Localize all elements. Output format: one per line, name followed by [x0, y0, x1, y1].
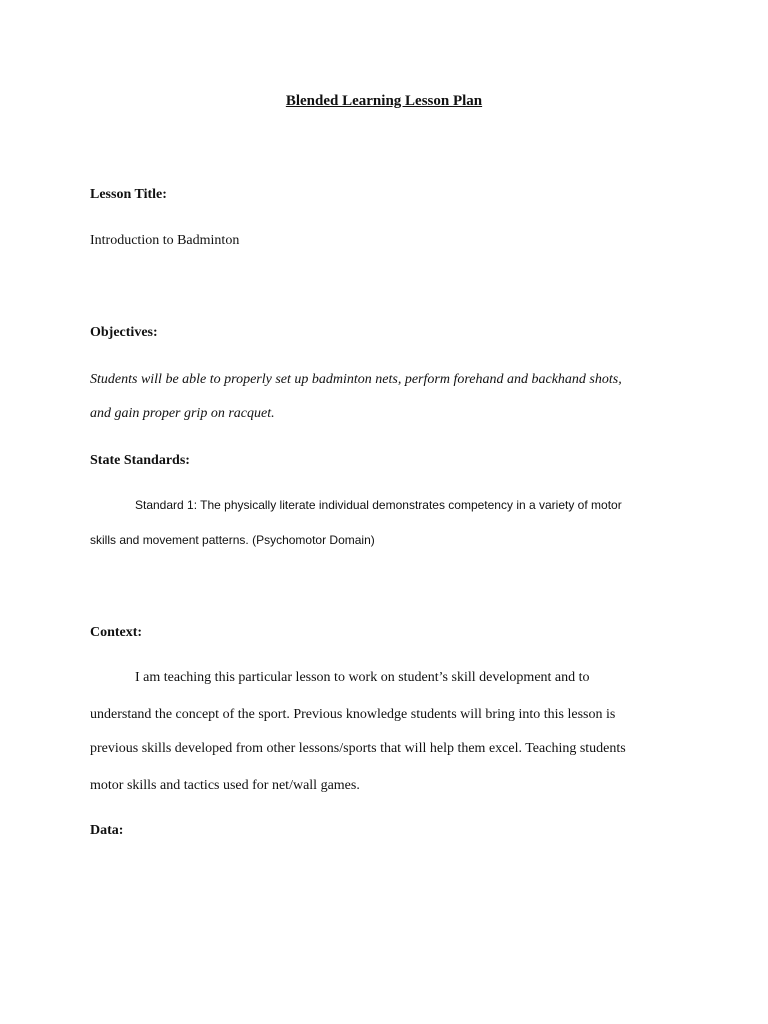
standards-line-1: Standard 1: The physically literate individual demonstrates competency in a variety of motor: [135, 498, 622, 512]
lesson-title-value: Introduction to Badminton: [90, 233, 240, 248]
state-standards-heading: State Standards:: [90, 453, 190, 468]
lesson-title-heading: Lesson Title:: [90, 187, 167, 202]
objectives-line-1: Students will be able to properly set up badminton nets, perform forehand and backhand shots,: [90, 372, 622, 387]
standards-line-2: skills and movement patterns. (Psychomotor Domain): [90, 533, 375, 547]
context-line-3: previous skills developed from other lessons/sports that will help them excel. Teaching students: [90, 741, 626, 756]
context-line-1: I am teaching this particular lesson to work on student’s skill development and to: [135, 670, 590, 685]
objectives-heading: Objectives:: [90, 325, 158, 340]
data-heading: Data:: [90, 823, 124, 838]
document-title: Blended Learning Lesson Plan: [285, 93, 483, 109]
context-line-4: motor skills and tactics used for net/wall games.: [90, 778, 360, 793]
context-line-2: understand the concept of the sport. Previous knowledge students will bring into this lesson is: [90, 707, 616, 722]
context-heading: Context:: [90, 625, 143, 640]
objectives-line-2: and gain proper grip on racquet.: [90, 406, 275, 421]
